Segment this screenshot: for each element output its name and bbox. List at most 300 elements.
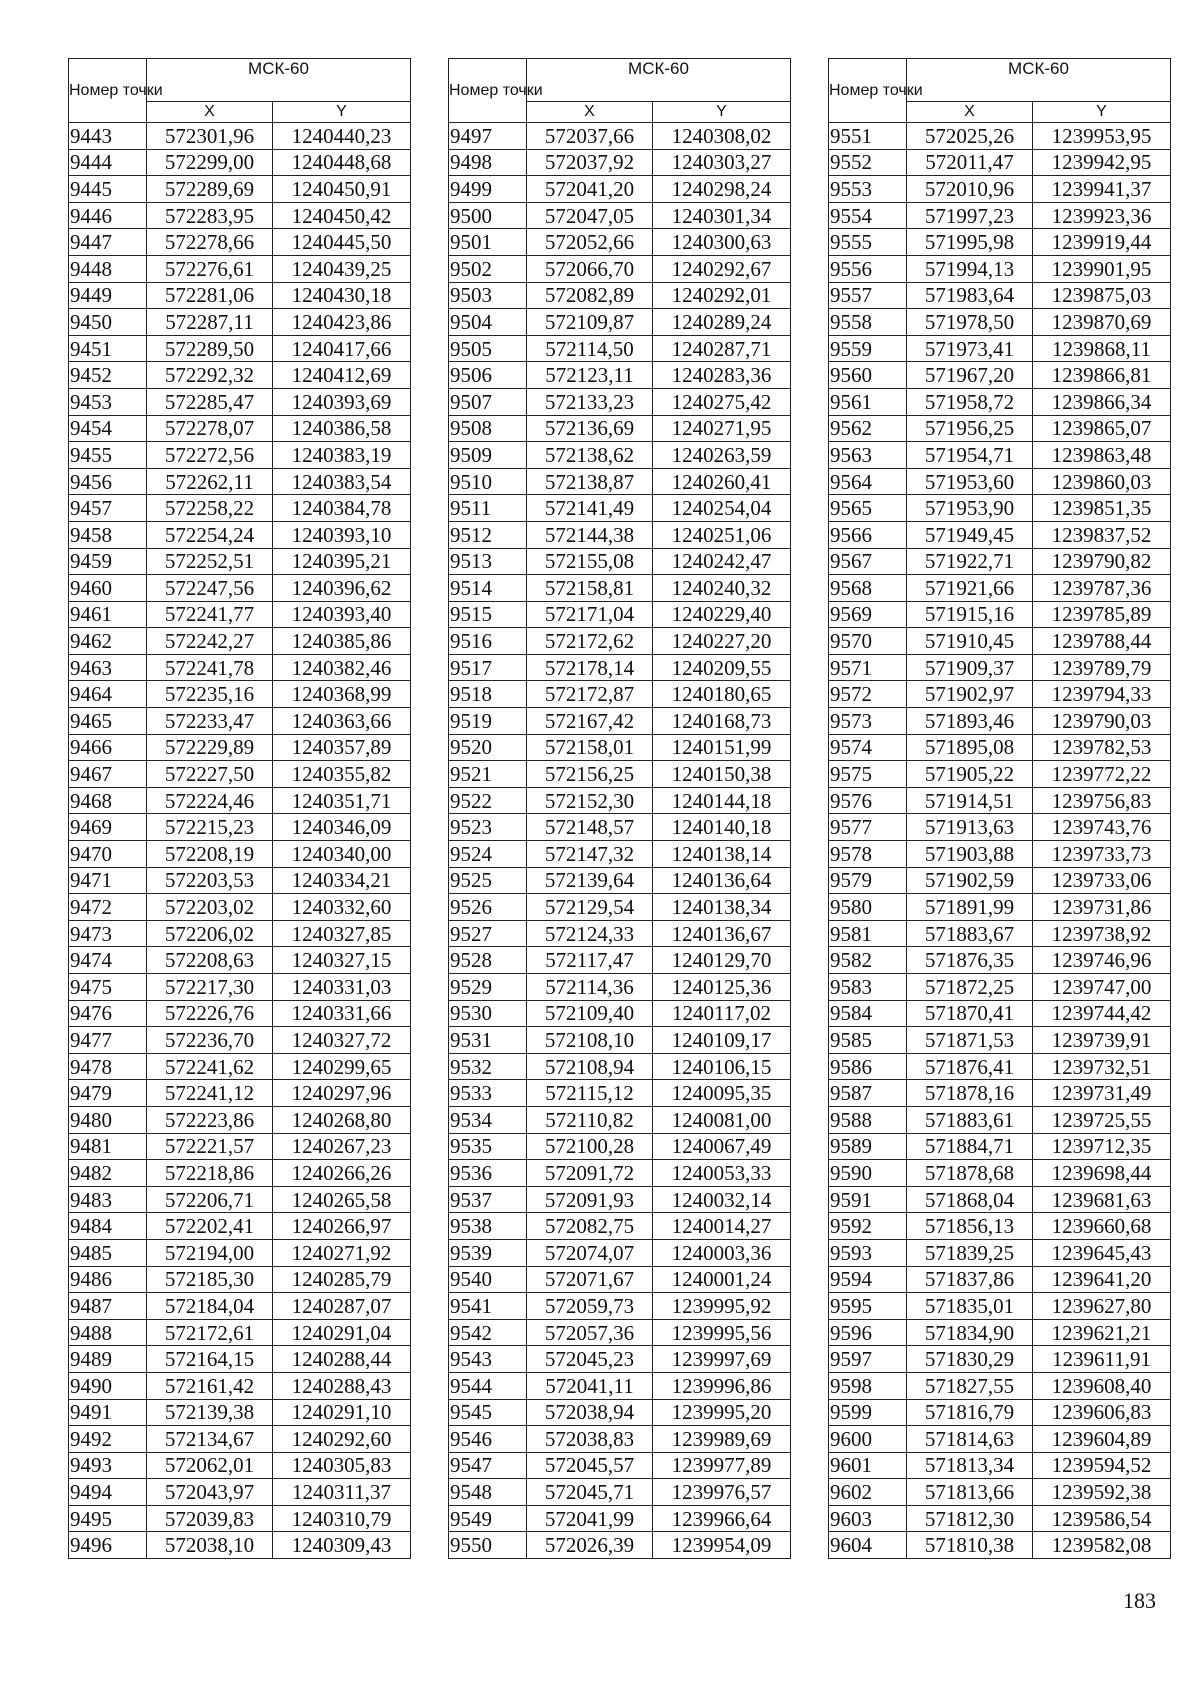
point-number-cell: 9593 — [829, 1239, 907, 1266]
x-coordinate-cell: 571814,63 — [907, 1426, 1033, 1453]
x-coordinate-cell: 572158,81 — [527, 575, 653, 602]
y-coordinate-cell: 1240053,33 — [653, 1160, 791, 1187]
point-number-cell: 9604 — [829, 1532, 907, 1559]
table-row — [829, 920, 1171, 947]
y-coordinate-cell: 1239608,40 — [1033, 1372, 1171, 1399]
table-row — [69, 1293, 411, 1320]
y-coordinate-cell: 1239582,08 — [1033, 1532, 1171, 1559]
y-coordinate-cell: 1240287,07 — [273, 1293, 411, 1320]
y-coordinate-cell: 1240417,66 — [273, 335, 411, 362]
y-coordinate-cell: 1239592,38 — [1033, 1479, 1171, 1506]
y-coordinate-cell: 1240106,15 — [653, 1053, 791, 1080]
point-number-cell: 9599 — [829, 1399, 907, 1426]
x-coordinate-cell: 571893,46 — [907, 708, 1033, 735]
y-coordinate-cell: 1240129,70 — [653, 947, 791, 974]
point-number-header: Номер точки — [449, 59, 527, 123]
x-coordinate-cell: 571878,16 — [907, 1080, 1033, 1107]
y-column-header: Y — [1033, 102, 1171, 123]
table-row — [829, 1346, 1171, 1373]
table-row — [69, 654, 411, 681]
y-coordinate-cell: 1240340,00 — [273, 841, 411, 868]
table-row — [449, 601, 791, 628]
point-number-header: Номер точки — [69, 59, 147, 123]
point-number-cell: 9479 — [69, 1080, 147, 1107]
x-coordinate-cell: 572178,14 — [527, 654, 653, 681]
y-coordinate-cell: 1240240,32 — [653, 575, 791, 602]
y-coordinate-cell: 1239731,49 — [1033, 1080, 1171, 1107]
y-coordinate-cell: 1240292,67 — [653, 255, 791, 282]
x-coordinate-cell: 572285,47 — [147, 388, 273, 415]
point-number-cell: 9596 — [829, 1319, 907, 1346]
table-row — [449, 415, 791, 442]
x-coordinate-cell: 572227,50 — [147, 761, 273, 788]
point-number-cell: 9499 — [449, 176, 527, 203]
y-coordinate-cell: 1240288,44 — [273, 1346, 411, 1373]
coordinate-system-header: МСК-60 — [147, 59, 411, 102]
point-number-cell: 9487 — [69, 1293, 147, 1320]
table-row — [69, 1213, 411, 1240]
point-number-cell: 9571 — [829, 654, 907, 681]
y-coordinate-cell: 1240117,02 — [653, 1000, 791, 1027]
y-coordinate-cell: 1240014,27 — [653, 1213, 791, 1240]
y-coordinate-cell: 1239866,34 — [1033, 388, 1171, 415]
point-number-cell: 9465 — [69, 708, 147, 735]
table-row — [69, 1346, 411, 1373]
table-row — [829, 1505, 1171, 1532]
table-row — [829, 255, 1171, 282]
y-coordinate-cell: 1240368,99 — [273, 681, 411, 708]
point-number-cell: 9500 — [449, 202, 527, 229]
point-number-cell: 9482 — [69, 1160, 147, 1187]
y-coordinate-cell: 1240383,54 — [273, 468, 411, 495]
point-number-cell: 9551 — [829, 123, 907, 150]
x-coordinate-cell: 571909,37 — [907, 654, 1033, 681]
x-coordinate-cell: 572252,51 — [147, 548, 273, 575]
point-number-cell: 9447 — [69, 229, 147, 256]
table-row — [829, 1239, 1171, 1266]
table-row — [449, 1027, 791, 1054]
table-row — [449, 787, 791, 814]
y-coordinate-cell: 1240271,95 — [653, 415, 791, 442]
table-row — [69, 974, 411, 1001]
y-coordinate-cell: 1240265,58 — [273, 1186, 411, 1213]
y-coordinate-cell: 1240242,47 — [653, 548, 791, 575]
x-coordinate-cell: 572123,11 — [527, 362, 653, 389]
table-row — [829, 123, 1171, 150]
x-coordinate-cell: 571876,41 — [907, 1053, 1033, 1080]
table-row — [69, 681, 411, 708]
x-coordinate-cell: 572139,64 — [527, 867, 653, 894]
x-coordinate-cell: 572109,87 — [527, 309, 653, 336]
x-coordinate-cell: 572235,16 — [147, 681, 273, 708]
point-number-cell: 9598 — [829, 1372, 907, 1399]
y-coordinate-cell: 1239901,95 — [1033, 255, 1171, 282]
point-number-cell: 9507 — [449, 388, 527, 415]
y-coordinate-cell: 1240289,24 — [653, 309, 791, 336]
point-number-cell: 9477 — [69, 1027, 147, 1054]
x-coordinate-cell: 572071,67 — [527, 1266, 653, 1293]
point-number-cell: 9517 — [449, 654, 527, 681]
point-number-cell: 9444 — [69, 149, 147, 176]
y-coordinate-cell: 1240125,36 — [653, 974, 791, 1001]
y-coordinate-cell: 1240287,71 — [653, 335, 791, 362]
y-coordinate-cell: 1240386,58 — [273, 415, 411, 442]
point-number-cell: 9513 — [449, 548, 527, 575]
point-number-cell: 9554 — [829, 202, 907, 229]
point-number-cell: 9524 — [449, 841, 527, 868]
table-row — [829, 1293, 1171, 1320]
y-coordinate-cell: 1239785,89 — [1033, 601, 1171, 628]
y-coordinate-cell: 1239790,03 — [1033, 708, 1171, 735]
point-number-cell: 9531 — [449, 1027, 527, 1054]
x-coordinate-cell: 572152,30 — [527, 787, 653, 814]
x-coordinate-cell: 571956,25 — [907, 415, 1033, 442]
point-number-cell: 9478 — [69, 1053, 147, 1080]
point-number-cell: 9591 — [829, 1186, 907, 1213]
y-coordinate-cell: 1239641,20 — [1033, 1266, 1171, 1293]
y-coordinate-cell: 1239995,20 — [653, 1399, 791, 1426]
point-number-cell: 9537 — [449, 1186, 527, 1213]
point-number-cell: 9586 — [829, 1053, 907, 1080]
y-coordinate-cell: 1240305,83 — [273, 1452, 411, 1479]
y-coordinate-cell: 1240445,50 — [273, 229, 411, 256]
y-coordinate-cell: 1239756,83 — [1033, 787, 1171, 814]
point-number-cell: 9582 — [829, 947, 907, 974]
point-number-cell: 9539 — [449, 1239, 527, 1266]
table-row — [829, 1186, 1171, 1213]
x-coordinate-cell: 571876,35 — [907, 947, 1033, 974]
point-number-cell: 9510 — [449, 468, 527, 495]
table-row — [69, 841, 411, 868]
x-coordinate-cell: 571837,86 — [907, 1266, 1033, 1293]
point-number-cell: 9536 — [449, 1160, 527, 1187]
point-number-cell: 9584 — [829, 1000, 907, 1027]
point-number-cell: 9543 — [449, 1346, 527, 1373]
point-number-cell: 9544 — [449, 1372, 527, 1399]
point-number-cell: 9527 — [449, 920, 527, 947]
point-number-cell: 9506 — [449, 362, 527, 389]
table-row — [449, 176, 791, 203]
x-coordinate-cell: 572082,75 — [527, 1213, 653, 1240]
point-number-cell: 9585 — [829, 1027, 907, 1054]
table-row — [69, 1106, 411, 1133]
y-coordinate-cell: 1240423,86 — [273, 309, 411, 336]
point-number-cell: 9484 — [69, 1213, 147, 1240]
x-coordinate-cell: 572038,10 — [147, 1532, 273, 1559]
x-coordinate-cell: 571967,20 — [907, 362, 1033, 389]
y-coordinate-cell: 1240450,42 — [273, 202, 411, 229]
table-row — [449, 548, 791, 575]
y-coordinate-cell: 1239997,69 — [653, 1346, 791, 1373]
y-coordinate-cell: 1239995,92 — [653, 1293, 791, 1320]
point-number-cell: 9553 — [829, 176, 907, 203]
point-number-cell: 9453 — [69, 388, 147, 415]
y-coordinate-cell: 1239976,57 — [653, 1479, 791, 1506]
table-row — [69, 1160, 411, 1187]
x-coordinate-cell: 572114,36 — [527, 974, 653, 1001]
x-coordinate-cell: 572038,94 — [527, 1399, 653, 1426]
x-coordinate-cell: 572281,06 — [147, 282, 273, 309]
point-number-cell: 9476 — [69, 1000, 147, 1027]
point-number-cell: 9559 — [829, 335, 907, 362]
point-number-cell: 9589 — [829, 1133, 907, 1160]
table-row — [69, 734, 411, 761]
x-coordinate-cell: 572141,49 — [527, 495, 653, 522]
table-row — [449, 1532, 791, 1559]
x-coordinate-cell: 572287,11 — [147, 309, 273, 336]
y-coordinate-cell: 1240151,99 — [653, 734, 791, 761]
y-coordinate-cell: 1239604,89 — [1033, 1426, 1171, 1453]
y-coordinate-cell: 1240266,97 — [273, 1213, 411, 1240]
table-row — [449, 1133, 791, 1160]
x-coordinate-cell: 571958,72 — [907, 388, 1033, 415]
table-row — [69, 362, 411, 389]
y-coordinate-cell: 1240292,01 — [653, 282, 791, 309]
x-coordinate-cell: 572223,86 — [147, 1106, 273, 1133]
table-row — [449, 1080, 791, 1107]
y-coordinate-cell: 1239606,83 — [1033, 1399, 1171, 1426]
y-coordinate-cell: 1240439,25 — [273, 255, 411, 282]
table-row — [449, 362, 791, 389]
y-coordinate-cell: 1240385,86 — [273, 628, 411, 655]
y-coordinate-cell: 1240393,69 — [273, 388, 411, 415]
y-coordinate-cell: 1240291,10 — [273, 1399, 411, 1426]
y-coordinate-cell: 1240150,38 — [653, 761, 791, 788]
point-number-cell: 9448 — [69, 255, 147, 282]
x-coordinate-cell: 572221,57 — [147, 1133, 273, 1160]
x-coordinate-cell: 572241,77 — [147, 601, 273, 628]
table-row — [829, 1399, 1171, 1426]
x-coordinate-cell: 571868,04 — [907, 1186, 1033, 1213]
table-row — [829, 495, 1171, 522]
x-column-header: X — [527, 102, 653, 123]
table-row — [69, 149, 411, 176]
point-number-cell: 9460 — [69, 575, 147, 602]
y-coordinate-cell: 1239865,07 — [1033, 415, 1171, 442]
table-row — [829, 894, 1171, 921]
x-coordinate-cell: 572247,56 — [147, 575, 273, 602]
y-coordinate-cell: 1240334,21 — [273, 867, 411, 894]
x-coordinate-cell: 572164,15 — [147, 1346, 273, 1373]
table-row — [829, 548, 1171, 575]
point-number-cell: 9600 — [829, 1426, 907, 1453]
point-number-cell: 9495 — [69, 1505, 147, 1532]
table-row — [69, 575, 411, 602]
y-coordinate-cell: 1240309,43 — [273, 1532, 411, 1559]
y-coordinate-cell: 1240300,63 — [653, 229, 791, 256]
table-row — [829, 1000, 1171, 1027]
point-number-cell: 9480 — [69, 1106, 147, 1133]
table-row — [829, 841, 1171, 868]
table-row — [449, 1160, 791, 1187]
y-coordinate-cell: 1239744,42 — [1033, 1000, 1171, 1027]
table-row — [69, 1053, 411, 1080]
table-row — [69, 1319, 411, 1346]
point-number-cell: 9549 — [449, 1505, 527, 1532]
table-row — [69, 761, 411, 788]
x-coordinate-cell: 572202,41 — [147, 1213, 273, 1240]
x-coordinate-cell: 572129,54 — [527, 894, 653, 921]
point-number-cell: 9568 — [829, 575, 907, 602]
table-row — [69, 202, 411, 229]
table-row — [69, 309, 411, 336]
table-row — [69, 947, 411, 974]
point-number-cell: 9451 — [69, 335, 147, 362]
x-coordinate-cell: 572114,50 — [527, 335, 653, 362]
y-column-header: Y — [273, 102, 411, 123]
x-coordinate-cell: 571903,88 — [907, 841, 1033, 868]
table-row — [69, 176, 411, 203]
x-coordinate-cell: 572203,53 — [147, 867, 273, 894]
x-coordinate-cell: 572108,10 — [527, 1027, 653, 1054]
table-row — [69, 628, 411, 655]
point-number-cell: 9493 — [69, 1452, 147, 1479]
point-number-cell: 9575 — [829, 761, 907, 788]
table-row — [829, 1372, 1171, 1399]
x-coordinate-cell: 572208,63 — [147, 947, 273, 974]
point-number-cell: 9540 — [449, 1266, 527, 1293]
point-number-cell: 9570 — [829, 628, 907, 655]
point-number-cell: 9504 — [449, 309, 527, 336]
table-row — [69, 468, 411, 495]
x-coordinate-cell: 572134,67 — [147, 1426, 273, 1453]
point-number-cell: 9602 — [829, 1479, 907, 1506]
x-coordinate-cell: 571902,97 — [907, 681, 1033, 708]
table-row — [829, 1106, 1171, 1133]
y-coordinate-cell: 1240382,46 — [273, 654, 411, 681]
y-coordinate-cell: 1240327,72 — [273, 1027, 411, 1054]
x-coordinate-cell: 571830,29 — [907, 1346, 1033, 1373]
y-coordinate-cell: 1240136,67 — [653, 920, 791, 947]
y-coordinate-cell: 1239789,79 — [1033, 654, 1171, 681]
y-coordinate-cell: 1240268,80 — [273, 1106, 411, 1133]
table-row — [449, 1293, 791, 1320]
table-row — [829, 681, 1171, 708]
x-coordinate-cell: 572172,62 — [527, 628, 653, 655]
x-coordinate-cell: 572100,28 — [527, 1133, 653, 1160]
x-coordinate-cell: 571827,55 — [907, 1372, 1033, 1399]
point-number-cell: 9535 — [449, 1133, 527, 1160]
x-coordinate-cell: 571871,53 — [907, 1027, 1033, 1054]
table-row — [449, 1000, 791, 1027]
x-coordinate-cell: 572148,57 — [527, 814, 653, 841]
point-number-cell: 9514 — [449, 575, 527, 602]
x-coordinate-cell: 572289,69 — [147, 176, 273, 203]
table-row — [69, 1399, 411, 1426]
x-coordinate-cell: 572147,32 — [527, 841, 653, 868]
y-coordinate-cell: 1240412,69 — [273, 362, 411, 389]
x-coordinate-cell: 572115,12 — [527, 1080, 653, 1107]
table-row — [69, 1133, 411, 1160]
table-row — [69, 1080, 411, 1107]
x-coordinate-cell: 572276,61 — [147, 255, 273, 282]
table-row — [69, 282, 411, 309]
y-coordinate-cell: 1239725,55 — [1033, 1106, 1171, 1133]
x-coordinate-cell: 572218,86 — [147, 1160, 273, 1187]
table-row — [69, 229, 411, 256]
table-row — [829, 787, 1171, 814]
point-number-cell: 9526 — [449, 894, 527, 921]
table-row — [829, 309, 1171, 336]
y-coordinate-cell: 1239977,89 — [653, 1452, 791, 1479]
table-row — [449, 1479, 791, 1506]
point-number-cell: 9565 — [829, 495, 907, 522]
y-coordinate-cell: 1240288,43 — [273, 1372, 411, 1399]
x-coordinate-cell: 571997,23 — [907, 202, 1033, 229]
y-coordinate-cell: 1239698,44 — [1033, 1160, 1171, 1187]
point-number-cell: 9509 — [449, 442, 527, 469]
y-coordinate-cell: 1239953,95 — [1033, 123, 1171, 150]
x-coordinate-cell: 572057,36 — [527, 1319, 653, 1346]
y-coordinate-cell: 1239966,64 — [653, 1505, 791, 1532]
x-coordinate-cell: 571891,99 — [907, 894, 1033, 921]
y-coordinate-cell: 1239787,36 — [1033, 575, 1171, 602]
x-coordinate-cell: 571813,66 — [907, 1479, 1033, 1506]
y-coordinate-cell: 1239733,73 — [1033, 841, 1171, 868]
table-row — [449, 947, 791, 974]
y-coordinate-cell: 1239794,33 — [1033, 681, 1171, 708]
table-row — [449, 1346, 791, 1373]
point-number-cell: 9463 — [69, 654, 147, 681]
table-row — [829, 229, 1171, 256]
x-coordinate-cell: 572156,25 — [527, 761, 653, 788]
x-coordinate-cell: 572206,71 — [147, 1186, 273, 1213]
table-row — [449, 1266, 791, 1293]
table-body — [449, 123, 791, 1559]
table-row — [449, 468, 791, 495]
table-row — [449, 1372, 791, 1399]
point-number-cell: 9473 — [69, 920, 147, 947]
x-coordinate-cell: 572108,94 — [527, 1053, 653, 1080]
x-coordinate-cell: 571922,71 — [907, 548, 1033, 575]
point-number-cell: 9567 — [829, 548, 907, 575]
table-row — [829, 521, 1171, 548]
x-coordinate-cell: 572010,96 — [907, 176, 1033, 203]
x-coordinate-cell: 572258,22 — [147, 495, 273, 522]
table-row — [829, 974, 1171, 1001]
y-coordinate-cell: 1239645,43 — [1033, 1239, 1171, 1266]
table-row — [829, 1452, 1171, 1479]
y-coordinate-cell: 1239837,52 — [1033, 521, 1171, 548]
table-row — [69, 1479, 411, 1506]
y-coordinate-cell: 1240109,17 — [653, 1027, 791, 1054]
point-number-cell: 9498 — [449, 149, 527, 176]
table-row — [69, 1505, 411, 1532]
table-row — [69, 495, 411, 522]
table-row — [829, 335, 1171, 362]
y-coordinate-cell: 1240271,92 — [273, 1239, 411, 1266]
point-number-cell: 9468 — [69, 787, 147, 814]
x-coordinate-cell: 572292,32 — [147, 362, 273, 389]
table-row — [69, 1027, 411, 1054]
table-row — [69, 1239, 411, 1266]
y-coordinate-cell: 1240440,23 — [273, 123, 411, 150]
point-number-cell: 9474 — [69, 947, 147, 974]
x-coordinate-cell: 572299,00 — [147, 149, 273, 176]
table-row — [829, 202, 1171, 229]
x-coordinate-cell: 572082,89 — [527, 282, 653, 309]
point-number-cell: 9532 — [449, 1053, 527, 1080]
table-row — [449, 654, 791, 681]
point-number-cell: 9512 — [449, 521, 527, 548]
x-coordinate-cell: 571915,16 — [907, 601, 1033, 628]
x-coordinate-cell: 572047,05 — [527, 202, 653, 229]
y-coordinate-cell: 1239746,96 — [1033, 947, 1171, 974]
point-number-cell: 9503 — [449, 282, 527, 309]
x-coordinate-cell: 572194,00 — [147, 1239, 273, 1266]
x-coordinate-cell: 572241,12 — [147, 1080, 273, 1107]
y-coordinate-cell: 1239681,63 — [1033, 1186, 1171, 1213]
